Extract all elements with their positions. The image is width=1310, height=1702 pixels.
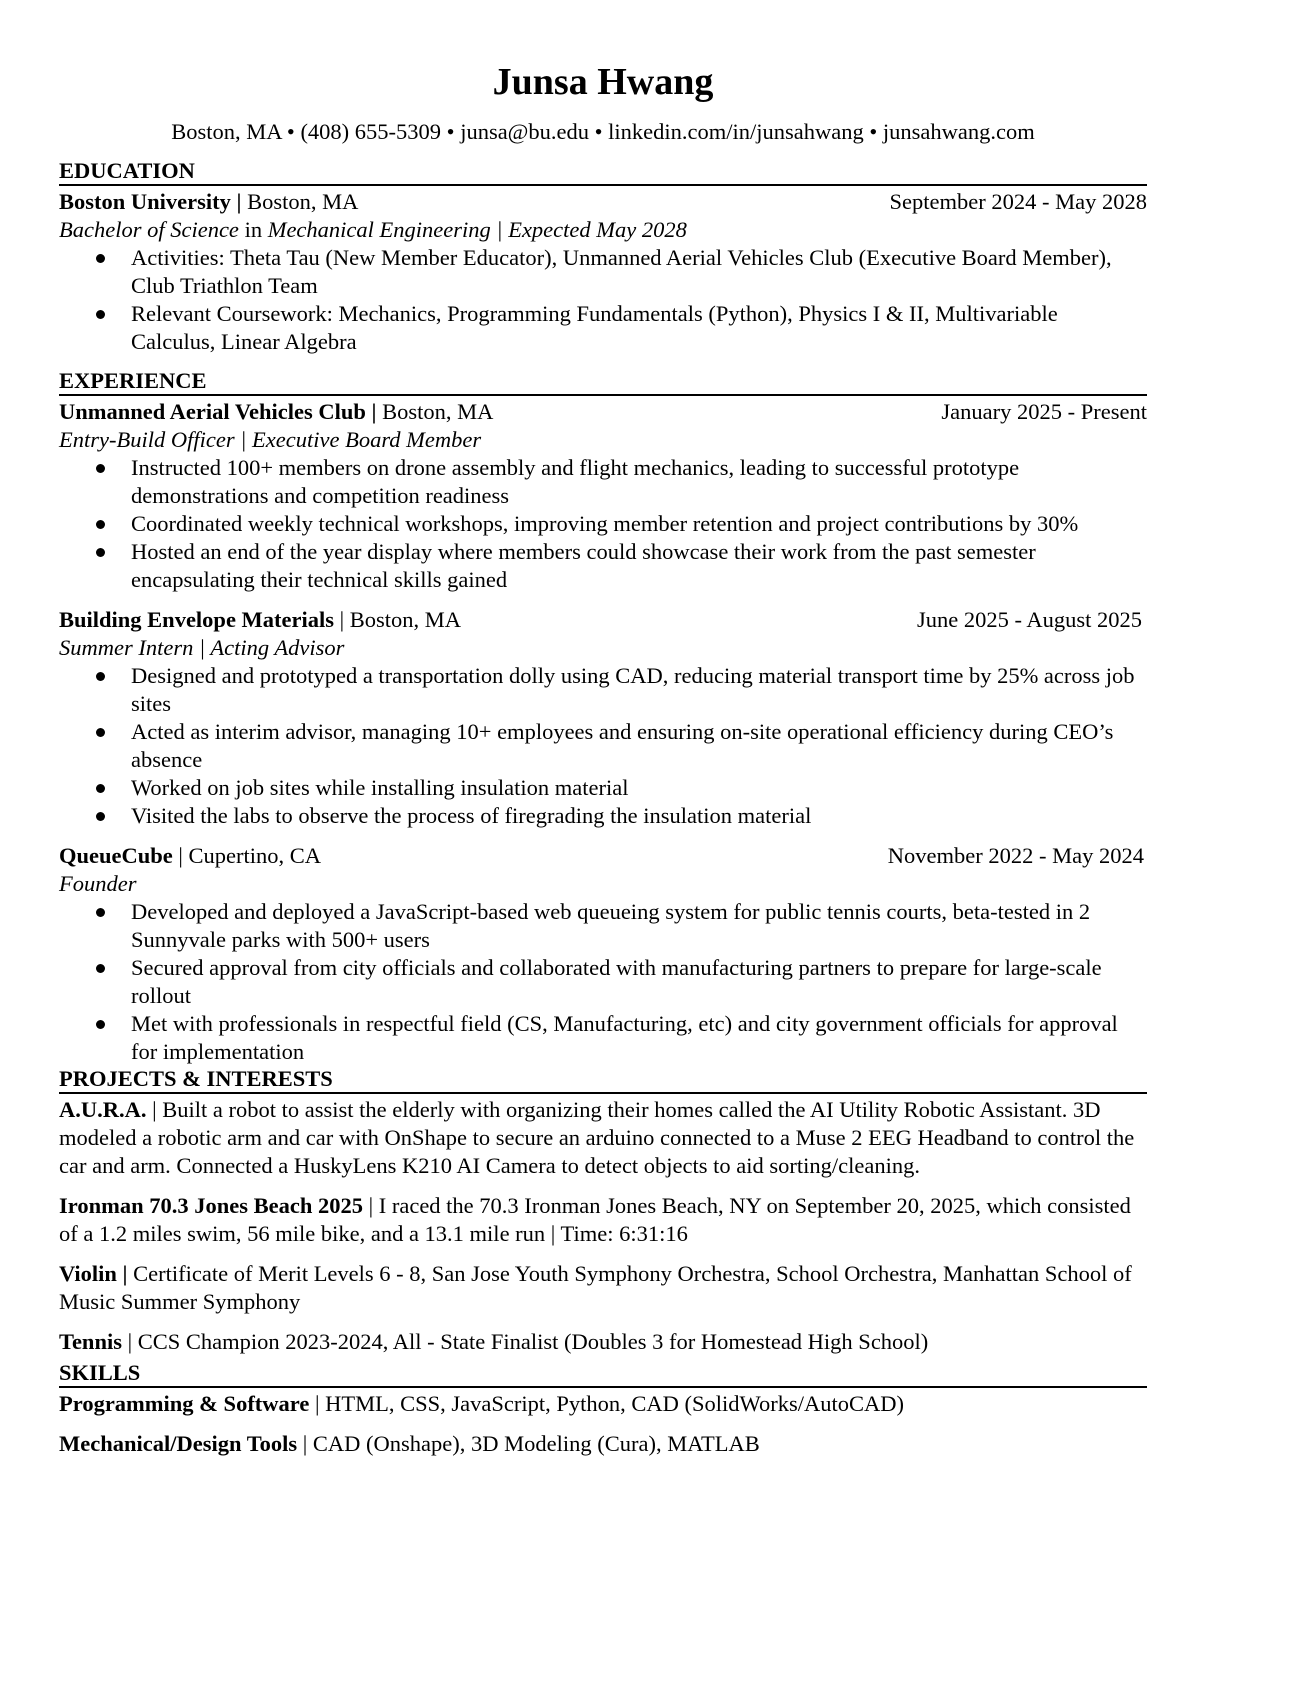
skill-item [59, 1390, 1147, 1418]
section-heading-projects: PROJECTS & INTERESTS [59, 1066, 1147, 1094]
entry-org-line [59, 398, 493, 426]
contact-separator: • [589, 119, 609, 144]
bullet-item [59, 300, 1147, 356]
bullet-text: Relevant Coursework: Mechanics, Programming Fundamentals (Python), Physics I & II, Multivariable Calculus, Linear Algebra [131, 301, 1058, 354]
entry-org-line [59, 188, 358, 216]
bullet-list [59, 244, 1147, 356]
bullet-icon [96, 464, 105, 473]
bullet-text: Hosted an end of the year display where members could showcase their work from the past semester encapsulating their technical skills gained [131, 539, 1036, 592]
bullet-text: Acted as interim advisor, managing 10+ employees and ensuring on-site operational efficiency during CEO’s absence [131, 719, 1114, 772]
section-heading-experience: EXPERIENCE [59, 368, 1147, 396]
entry-dates: September 2024 - May 2028 [889, 189, 1147, 214]
project-text: Certificate of Merit Levels 6 - 8, San Jose Youth Symphony Orchestra, School Orchestra, Manhattan School of Music Summer Symphony [59, 1261, 1132, 1314]
entry-org: Boston University [59, 189, 231, 214]
entry-header [59, 398, 1147, 426]
project-title: A.U.R.A. [59, 1097, 147, 1122]
entry-dates: November 2022 - May 2024 [887, 843, 1144, 868]
experience-entry [59, 606, 1147, 830]
contact-email[interactable]: junsa@bu.edu [460, 119, 590, 144]
experience-entry [59, 842, 1147, 1066]
entry-sep: | [230, 189, 248, 214]
bullet-item [59, 898, 1147, 954]
bullet-icon [96, 310, 105, 319]
bullet-item [59, 802, 1147, 830]
contact-line [59, 118, 1147, 146]
entry-location: Boston, MA [247, 189, 359, 214]
entry-location: | Cupertino, CA [172, 843, 322, 868]
candidate-name: Junsa Hwang [492, 61, 714, 103]
bullet-icon [96, 964, 105, 973]
project-text: | CCS Champion 2023-2024, All - State Finalist (Doubles 3 for Homestead High School) [121, 1329, 929, 1354]
bullet-text: Activities: Theta Tau (New Member Educator), Unmanned Aerial Vehicles Club (Executive Board Member), Club Triathlon Team [131, 245, 1112, 298]
entry-dates: January 2025 - Present [941, 399, 1147, 424]
contact-website[interactable]: junsahwang.com [882, 119, 1035, 144]
bullet-text: Developed and deployed a JavaScript-based web queueing system for public tennis courts, beta-tested in 2 Sunnyvale parks with 500+ users [131, 899, 1091, 952]
skill-text: | HTML, CSS, JavaScript, Python, CAD (SolidWorks/AutoCAD) [309, 1391, 904, 1416]
bullet-text: Designed and prototyped a transportation dolly using CAD, reducing material transport time by 25% across job sites [131, 663, 1135, 716]
bullet-icon [96, 812, 105, 821]
bullet-text: Secured approval from city officials and collaborated with manufacturing partners to prepare for large-scale rollout [131, 955, 1102, 1008]
entry-header [59, 606, 1147, 634]
bullet-item [59, 510, 1147, 538]
skill-text: | CAD (Onshape), 3D Modeling (Cura), MATLAB [297, 1431, 760, 1456]
entry-location: Boston, MA [376, 399, 494, 424]
bullet-icon [96, 908, 105, 917]
bullet-item [59, 718, 1147, 774]
bullet-item [59, 1010, 1147, 1066]
entry-location: | Boston, MA [334, 607, 462, 632]
bullet-text: Coordinated weekly technical workshops, improving member retention and project contributions by 30% [131, 511, 1079, 536]
project-text: | I raced the 70.3 Ironman Jones Beach, NY on September 20, 2025, which consisted of a 1.2 miles swim, 56 mile bike, and a 13.1 mile run | Time: 6:31:16 [59, 1193, 1131, 1246]
entry-header [59, 188, 1147, 216]
project-text: | Built a robot to assist the elderly with organizing their homes called the AI Utility Robotic Assistant. 3D modeled a robotic arm and car with OnShape to secure an arduino connected to a Muse 2 EEG Headband to control the car and arm. Connected a HuskyLens K210 AI Camera to detect objects to aid sorting/cleaning. [59, 1097, 1135, 1178]
bullet-item [59, 954, 1147, 1010]
entry-org: QueueCube [59, 843, 173, 868]
bullet-text: Worked on job sites while installing insulation material [131, 775, 629, 800]
entry-role: Founder [59, 871, 137, 896]
project-item [59, 1096, 1147, 1180]
bullet-item [59, 774, 1147, 802]
skill-title: Mechanical/Design Tools [59, 1431, 298, 1456]
contact-separator: • [281, 119, 301, 144]
bullet-list [59, 454, 1147, 594]
project-title: Ironman 70.3 Jones Beach 2025 [59, 1193, 363, 1218]
entry-org-line [59, 842, 321, 870]
section-heading-education: EDUCATION [59, 158, 1147, 186]
bullet-text: Instructed 100+ members on drone assembly and flight mechanics, leading to successful prototype demonstrations and competition readiness [131, 455, 1020, 508]
section-heading-skills: SKILLS [59, 1360, 1147, 1388]
bullet-item [59, 244, 1147, 300]
skill-title: Programming & Software [59, 1391, 310, 1416]
entry-role: Entry-Build Officer | Executive Board Member [59, 427, 482, 452]
bullet-icon [96, 784, 105, 793]
bullet-icon [96, 1020, 105, 1029]
resume-content [59, 58, 1147, 1470]
bullet-icon [96, 520, 105, 529]
degree-connector: in [238, 217, 268, 242]
contact-phone: (408) 655-5309 [300, 119, 442, 144]
project-title: Tennis [59, 1329, 122, 1354]
contact-linkedin[interactable]: linkedin.com/in/junsahwang [608, 119, 864, 144]
contact-location: Boston, MA [171, 119, 282, 144]
contact-separator: • [863, 119, 883, 144]
bullet-icon [96, 254, 105, 263]
bullet-text: Met with professionals in respectful field (CS, Manufacturing, etc) and city government officials for approval for implementation [131, 1011, 1118, 1064]
bullet-list [59, 662, 1147, 830]
project-item [59, 1260, 1147, 1316]
bullet-icon [96, 548, 105, 557]
project-item [59, 1192, 1147, 1248]
bullet-item [59, 538, 1147, 594]
bullet-item [59, 454, 1147, 510]
entry-role: Summer Intern | Acting Advisor [59, 635, 345, 660]
entry-org-line [59, 606, 461, 634]
contact-separator: • [441, 119, 461, 144]
entry-org: Unmanned Aerial Vehicles Club | [59, 399, 377, 424]
bullet-list [59, 898, 1147, 1066]
skill-item [59, 1430, 1147, 1458]
project-title: Violin | [59, 1261, 128, 1286]
bullet-icon [96, 672, 105, 681]
degree-line [59, 216, 1147, 244]
entry-dates: June 2025 - August 2025 [917, 607, 1142, 632]
degree: Bachelor of Science [59, 217, 239, 242]
entry-header [59, 842, 1147, 870]
project-item [59, 1328, 1147, 1356]
bullet-text: Visited the labs to observe the process of firegrading the insulation material [131, 803, 812, 828]
bullet-item [59, 662, 1147, 718]
entry-org: Building Envelope Materials [59, 607, 335, 632]
major: Mechanical Engineering | Expected May 2028 [267, 217, 687, 242]
experience-entry [59, 398, 1147, 594]
bullet-icon [96, 728, 105, 737]
education-entry [59, 188, 1147, 356]
